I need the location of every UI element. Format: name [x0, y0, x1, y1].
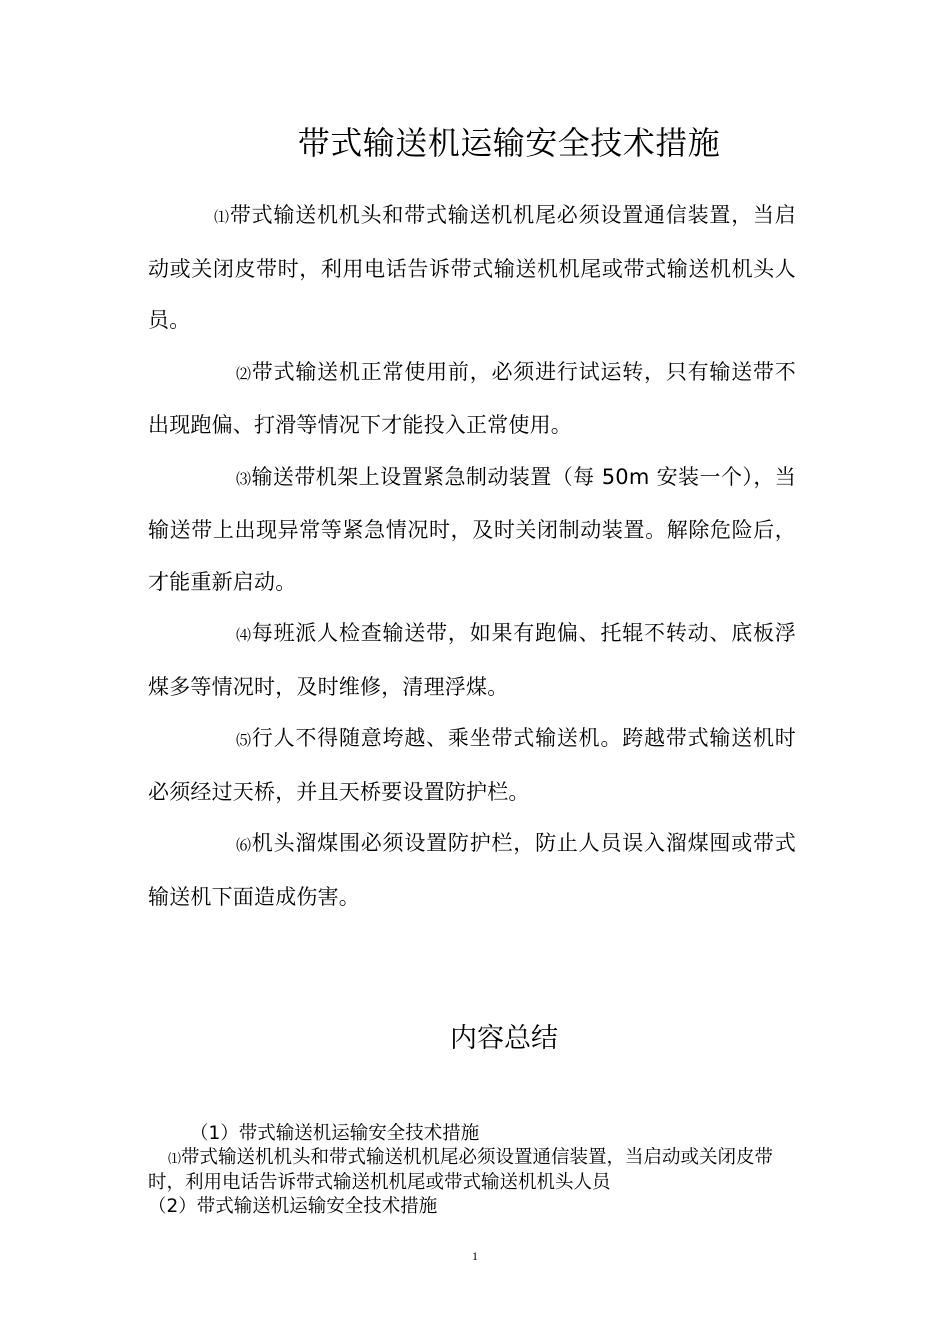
summary-line-2 — [148, 1146, 798, 1195]
document-body — [148, 190, 796, 923]
summary-text: 带式输送机机头和带式输送机机尾必须设置通信装置，当启动或关闭皮带时，利用电话告诉带式输送机机尾或带式输送机机头人员 — [148, 1146, 774, 1193]
paragraph-number: ⑵ — [236, 364, 252, 383]
paragraph-number: ⑴ — [214, 208, 230, 226]
paragraph-text: 输送带机架上设置紧急制动装置（每 50m 安装一个），当输送带上出现异常等紧急情况时，及时关闭制动装置。解除危险后，才能重新启动。 — [148, 464, 796, 594]
paragraph-number: ⑷ — [236, 626, 252, 644]
paragraph-1 — [148, 190, 796, 347]
paragraph-2 — [148, 347, 796, 452]
paragraph-number: ⑸ — [236, 731, 252, 749]
paragraph-number: ⑶ — [236, 469, 252, 488]
paragraph-5 — [148, 713, 796, 818]
paragraph-4 — [148, 608, 796, 713]
paragraph-6 — [148, 818, 796, 923]
paragraph-text: 机头溜煤围必须设置防护栏，防止人员误入溜煤囤或带式输送机下面造成伤害。 — [148, 831, 796, 909]
paragraph-3 — [148, 452, 796, 609]
page-number: 1 — [472, 1249, 478, 1263]
summary-section — [148, 1122, 798, 1218]
summary-title: 内容总结 — [450, 1023, 558, 1054]
summary-line-3: （2）带式输送机运输安全技术措施 — [148, 1195, 438, 1217]
paragraph-text: 带式输送机正常使用前，必须进行试运转，只有输送带不出现跑偏、打滑等情况下才能投入正常使用。 — [148, 359, 796, 437]
document-title: 带式输送机运输安全技术措施 — [297, 124, 721, 162]
paragraph-text: 带式输送机机头和带式输送机机尾必须设置通信装置，当启动或关闭皮带时，利用电话告诉带式输送机机尾或带式输送机机头人员。 — [148, 203, 797, 332]
summary-line-1: （1）带式输送机运输安全技术措施 — [190, 1123, 480, 1144]
summary-number: ⑴ — [168, 1151, 182, 1167]
paragraph-text: 行人不得随意垮越、乘坐带式输送机。跨越带式输送机时必须经过天桥，并且天桥要设置防护栏。 — [148, 726, 796, 804]
paragraph-number: ⑹ — [236, 836, 252, 854]
paragraph-text: 每班派人检查输送带，如果有跑偏、托辊不转动、底板浮煤多等情况时，及时维修，清理浮煤。 — [148, 621, 796, 699]
